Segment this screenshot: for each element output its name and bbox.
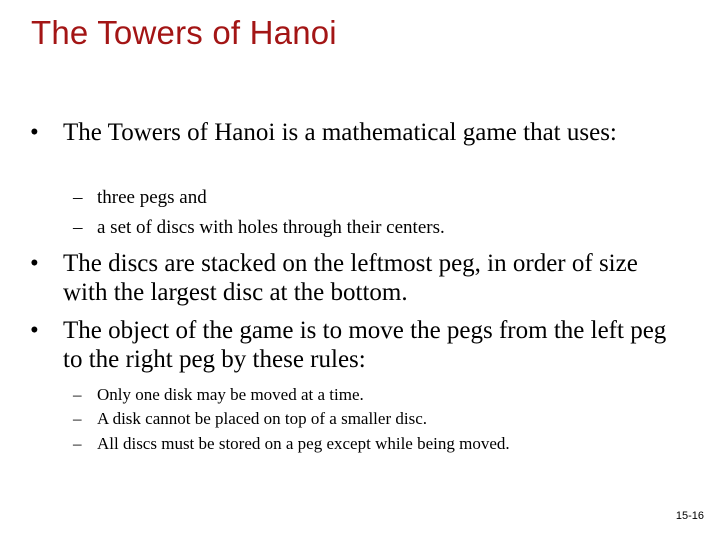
sub-bullet-text: three pegs and [97,187,207,208]
sub-bullet-text: All discs must be stored on a peg except while being moved. [97,434,510,453]
bullet-text: The object of the game is to move the pegs from the left peg to the right peg by these rules: [63,317,667,373]
sub-bullet-text: Only one disk may be moved at a time. [97,385,364,404]
bullet-marker: • [30,250,39,277]
sub-bullet-marker: – [73,187,83,208]
sub-bullet-marker: – [73,434,82,453]
bullet-text: The discs are stacked on the leftmost peg, in order of size with the largest disc at the bottom. [63,250,638,306]
page-number: 15-16 [675,510,704,522]
bullet-marker: • [30,119,39,146]
sub-bullet-text: a set of discs with holes through their centers. [97,217,445,238]
bullet-marker: • [30,317,39,344]
sub-bullet-marker: – [73,385,82,404]
bullet-text: The Towers of Hanoi is a mathematical game that uses: [63,119,617,146]
sub-bullet-marker: – [73,217,83,238]
sub-bullet-text: A disk cannot be placed on top of a smaller disc. [97,409,427,428]
slide-title: The Towers of Hanoi [31,14,337,51]
sub-bullet-marker: – [73,409,82,428]
